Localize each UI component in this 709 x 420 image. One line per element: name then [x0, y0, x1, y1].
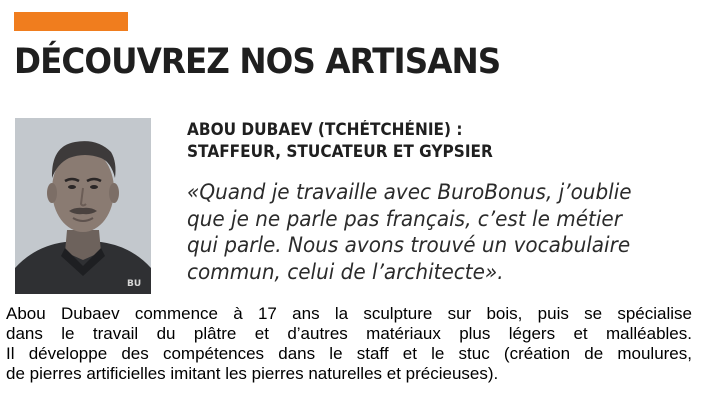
page-title: DÉCOUVREZ NOS ARTISANS: [14, 42, 501, 82]
bio-line: dans le travail du plâtre et d’autres matériaux plus légers et malléables.: [6, 324, 692, 343]
artisan-role-line: STAFFEUR, STUCATEUR ET GYPSIER: [187, 142, 493, 161]
bio-line: Il développe des compétences dans le staff et le stuc (création de moulures,: [6, 344, 692, 363]
artisan-name-line: ABOU DUBAEV (TCHÉTCHÉNIE) :: [187, 120, 463, 139]
bio-line: Abou Dubaev commence à 17 ans la sculpture sur bois, puis se spécialise: [6, 304, 692, 323]
artisan-quote: [187, 180, 632, 286]
quote-line: commun, celui de l’architecte».: [187, 259, 504, 285]
artisan-name: [187, 119, 493, 163]
bio-line: de pierres artificielles imitant les pierres naturelles et précieuses).: [6, 364, 499, 383]
quote-line: qui parle. Nous avons trouvé un vocabulaire: [187, 233, 631, 258]
svg-text:BU: BU: [127, 279, 142, 289]
artisan-bio: [6, 304, 692, 384]
quote-line: «Quand je travaille avec BuroBonus, j’oublie: [187, 180, 632, 205]
accent-bar: [14, 12, 128, 31]
quote-line: que je ne parle pas français, c’est le métier: [187, 206, 622, 232]
artisan-photo: [15, 118, 151, 294]
